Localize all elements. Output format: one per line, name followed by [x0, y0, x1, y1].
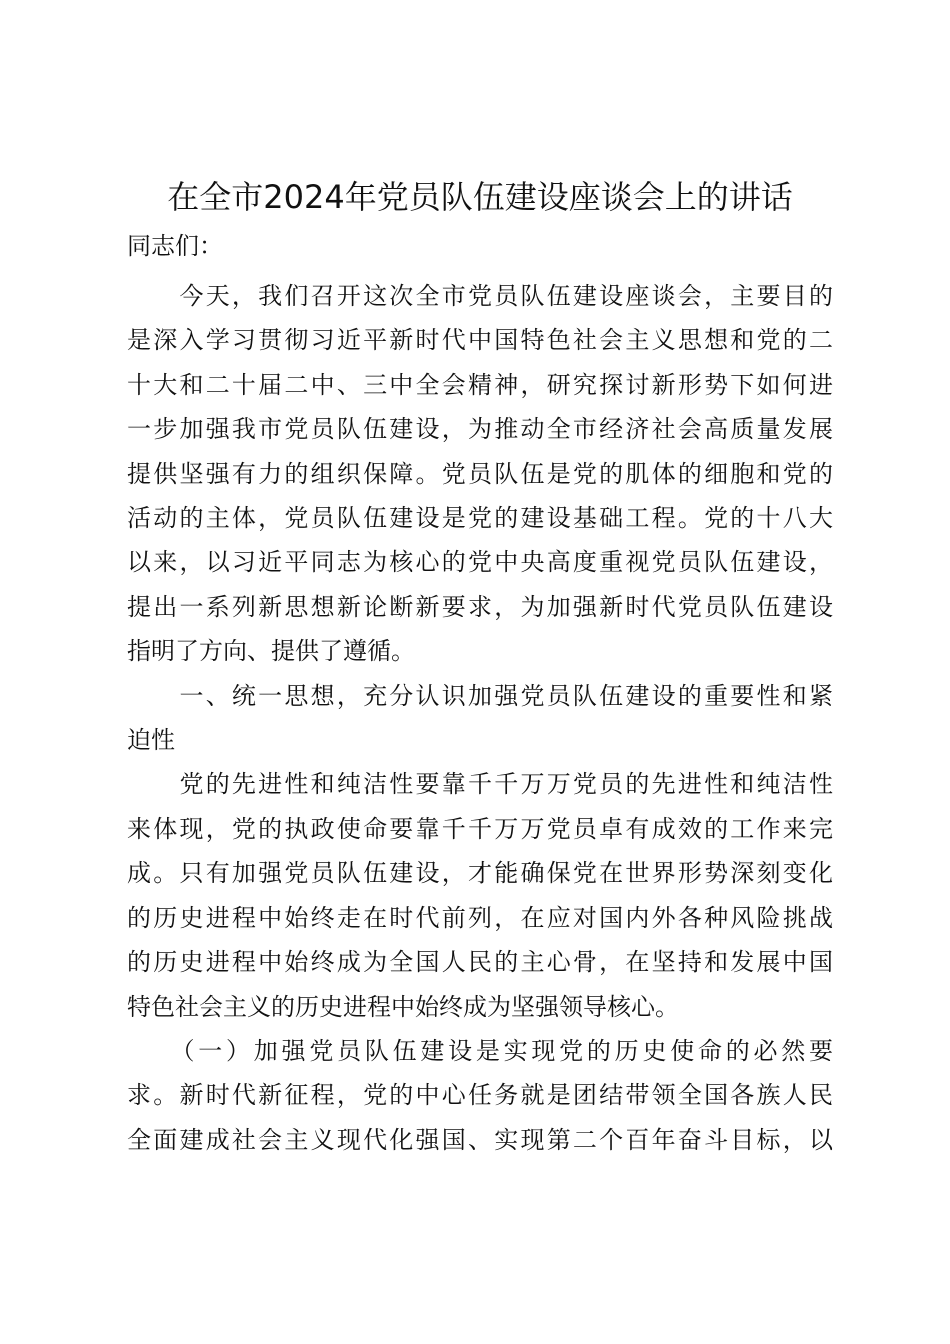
paragraph-section-1: [127, 762, 833, 1028]
text-line: 活动的主体，党员队伍建设是党的建设基础工程。党的十八大: [127, 504, 833, 533]
text-line: 以来，以习近平同志为核心的党中央高度重视党员队伍建设，: [127, 548, 833, 577]
text-line: 的历史进程中始终走在时代前列，在应对国内外各种风险挑战: [127, 903, 833, 932]
text-line: 十大和二十届二中、三中全会精神，研究探讨新形势下如何进: [127, 370, 833, 399]
text-line: 一、统一思想，充分认识加强党员队伍建设的重要性和紧: [127, 681, 833, 710]
text-line: 的历史进程中始终成为全国人民的主心骨，在坚持和发展中国: [127, 948, 833, 977]
text-line: 提出一系列新思想新论断新要求，为加强新时代党员队伍建设: [127, 592, 833, 621]
paragraph-subsection-1: [127, 1029, 833, 1162]
text-line: 成。只有加强党员队伍建设，才能确保党在世界形势深刻变化: [127, 859, 833, 888]
text-line: 提供坚强有力的组织保障。党员队伍是党的肌体的细胞和党的: [127, 459, 833, 488]
document-title: 在全市2024年党员队伍建设座谈会上的讲话: [167, 178, 793, 216]
text-line: 一步加强我市党员队伍建设，为推动全市经济社会高质量发展: [127, 415, 833, 444]
text-line: 特色社会主义的历史进程中始终成为坚强领导核心。: [127, 992, 679, 1021]
document-content: [127, 170, 833, 1162]
section-heading-1: [127, 674, 833, 763]
text-line: （一）加强党员队伍建设是实现党的历史使命的必然要: [127, 1036, 833, 1065]
text-line: 指明了方向、提供了遵循。: [127, 637, 415, 666]
text-line: 迫性: [127, 726, 175, 755]
salutation: 同志们：: [127, 232, 223, 260]
text-line: 求。新时代新征程，党的中心任务就是团结带领全国各族人民: [127, 1081, 833, 1110]
text-line: 今天，我们召开这次全市党员队伍建设座谈会，主要目的: [127, 282, 833, 310]
paragraph-intro: [127, 274, 833, 674]
text-line: 全面建成社会主义现代化强国、实现第二个百年奋斗目标，以: [127, 1125, 833, 1154]
text-line: 党的先进性和纯洁性要靠千千万万党员的先进性和纯洁性: [127, 770, 833, 799]
text-line: 是深入学习贯彻习近平新时代中国特色社会主义思想和党的二: [127, 326, 833, 355]
text-line: 来体现，党的执政使命要靠千千万万党员卓有成效的工作来完: [127, 814, 833, 843]
